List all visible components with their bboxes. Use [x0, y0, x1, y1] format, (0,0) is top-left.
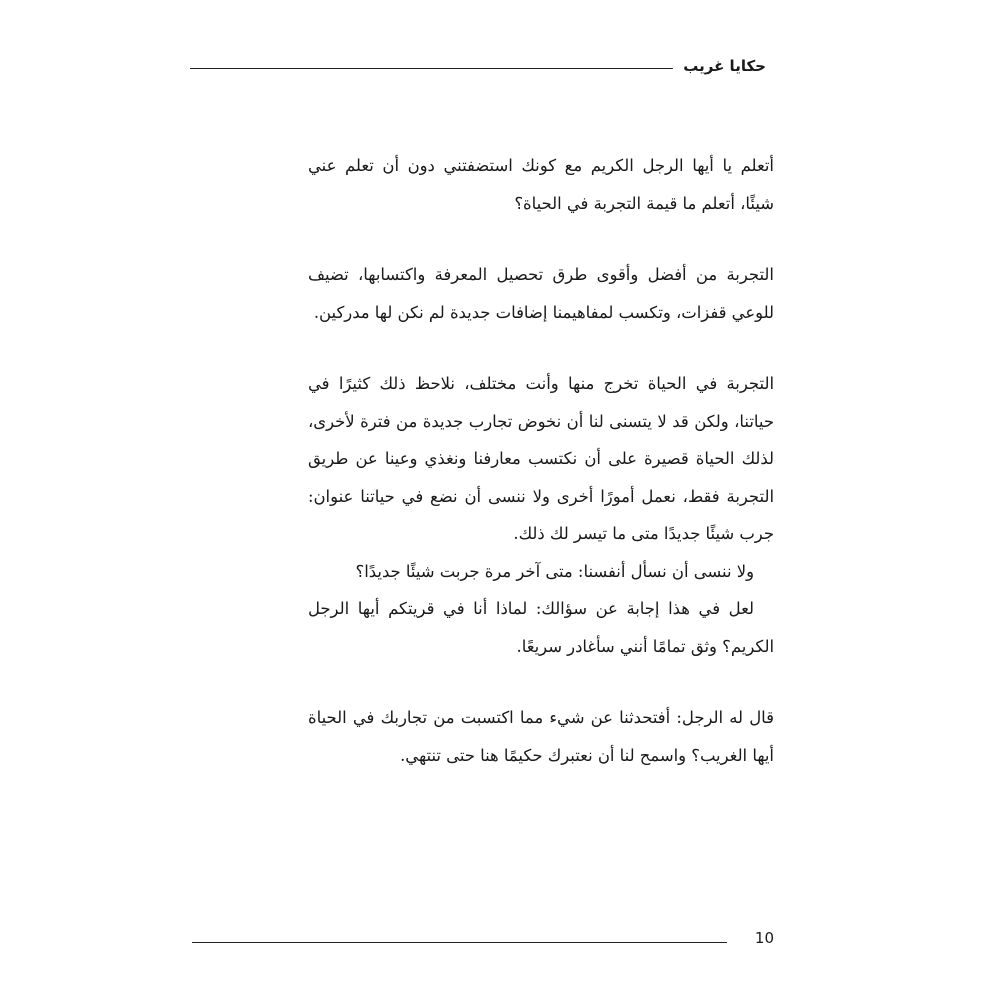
paragraph-6: قال له الرجل: أفتحدثنا عن شيء مما اكتسبت من تجاربك في الحياة أيها الغريب؟ واسمح لنا أن نعتبرك حكيمًا هنا حتى تنتهي.	[308, 708, 774, 765]
paragraph-2: التجربة من أفضل وأقوى طرق تحصيل المعرفة واكتسابها، تضيف للوعي قفزات، وتكسب لمفاهيمنا إضافات جديدة لم نكن لها مدركين.	[308, 265, 774, 322]
page-footer	[192, 926, 774, 950]
paragraph-1: أتعلم يا أيها الرجل الكريم مع كونك استضفتني دون أن تعلم عني شيئًا، أتعلم ما قيمة التجربة في الحياة؟	[308, 156, 774, 213]
book-title: حكايا غريب	[683, 57, 766, 75]
footer-rule	[192, 942, 727, 943]
header-rule	[190, 68, 673, 69]
page-body	[308, 147, 774, 774]
paragraph-3: التجربة في الحياة تخرج منها وأنت مختلف، نلاحظ ذلك كثيرًا في حياتنا، ولكن قد لا يتسنى لنا أن نخوض تجارب جديدة من فترة لأخرى، لذلك الحياة قصيرة على أن نكتسب معارفنا ونغذي وعينا عن طريق التجربة فقط، نعمل أمورًا أخرى ولا ننسى أن نضع في حياتنا عنوان: جرب شيئًا جديدًا متى ما تيسر لك ذلك.	[308, 374, 774, 543]
paragraph-4: ولا ننسى أن نسأل أنفسنا: متى آخر مرة جربت شيئًا جديدًا؟	[355, 561, 754, 581]
running-header	[190, 54, 766, 78]
page-number: 10	[754, 929, 774, 947]
paragraph-5: لعل في هذا إجابة عن سؤالك: لماذا أنا في قريتكم أيها الرجل الكريم؟ وثق تمامًا أنني سأغادر سريعًا.	[308, 599, 774, 656]
